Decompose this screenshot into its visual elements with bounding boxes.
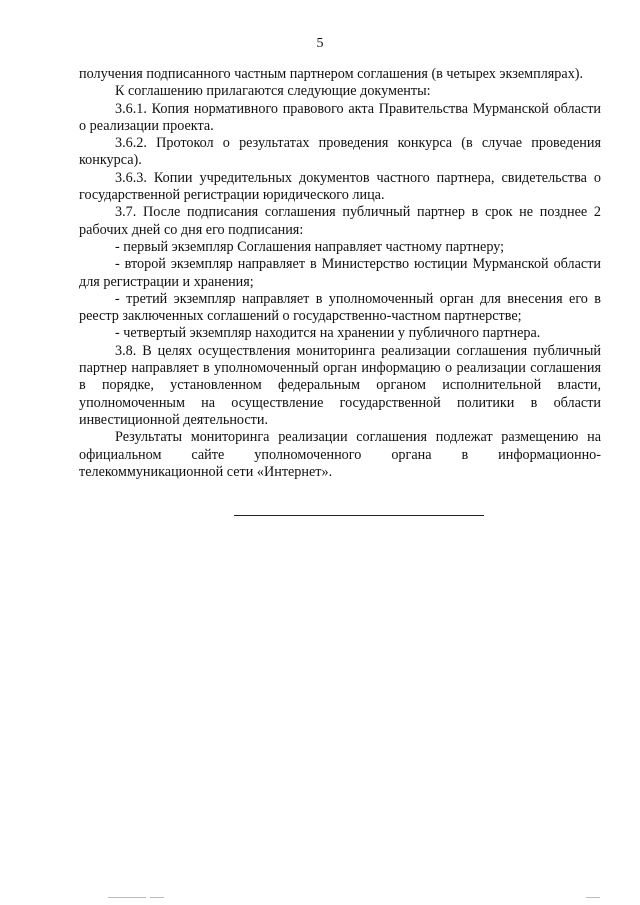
paragraph-monitoring-results: Результаты мониторинга реализации соглашения подлежат размещению на официальном сайте уполномоченного органа в информационно-телекоммуникационной сети «Интернет».: [79, 429, 601, 480]
paragraph-3-6-2: 3.6.2. Протокол о результатах проведения конкурса (в случае проведения конкурса).: [79, 135, 601, 169]
list-item-first-copy: - первый экземпляр Соглашения направляет частному партнеру;: [115, 238, 505, 255]
paragraph-continuation: получения подписанного частным партнером соглашения (в четырех экземплярах).: [79, 66, 584, 82]
document-body: [79, 66, 601, 481]
end-of-text-rule: [234, 515, 484, 516]
footer-scan-mark: [150, 897, 164, 898]
paragraph-3-7: 3.7. После подписания соглашения публичный партнер в срок не позднее 2 рабочих дней со дня его подписания:: [79, 204, 601, 238]
list-item-fourth-copy: - четвертый экземпляр находится на хранении у публичного партнера.: [115, 325, 541, 342]
footer-scan-mark: [108, 897, 146, 898]
page-number: 5: [316, 36, 324, 51]
list-item-third-copy: - третий экземпляр направляет в уполномоченный орган для внесения его в реестр заключенных соглашений о государственно-частном партнерстве;: [79, 290, 601, 325]
paragraph-3-6-1: 3.6.1. Копия нормативного правового акта Правительства Мурманской области о реализации проекта.: [79, 100, 601, 134]
paragraph-attachments-intro: К соглашению прилагаются следующие документы:: [115, 83, 431, 100]
paragraph-3-8: 3.8. В целях осуществления мониторинга реализации соглашения публичный партнер направляет в уполномоченный орган информацию о реализации соглашения в порядке, установленном федеральным органом исполнительной власти, уполномоченным на осуществление государственной политики в области инвестиционной деятельности.: [79, 342, 601, 428]
list-item-second-copy: - второй экземпляр направляет в Министерство юстиции Мурманской области для регистрации и хранения;: [79, 256, 601, 290]
paragraph-3-6-3: 3.6.3. Копии учредительных документов частного партнера, свидетельства о государственной регистрации юридического лица.: [79, 169, 601, 204]
footer-scan-mark: [586, 897, 600, 898]
